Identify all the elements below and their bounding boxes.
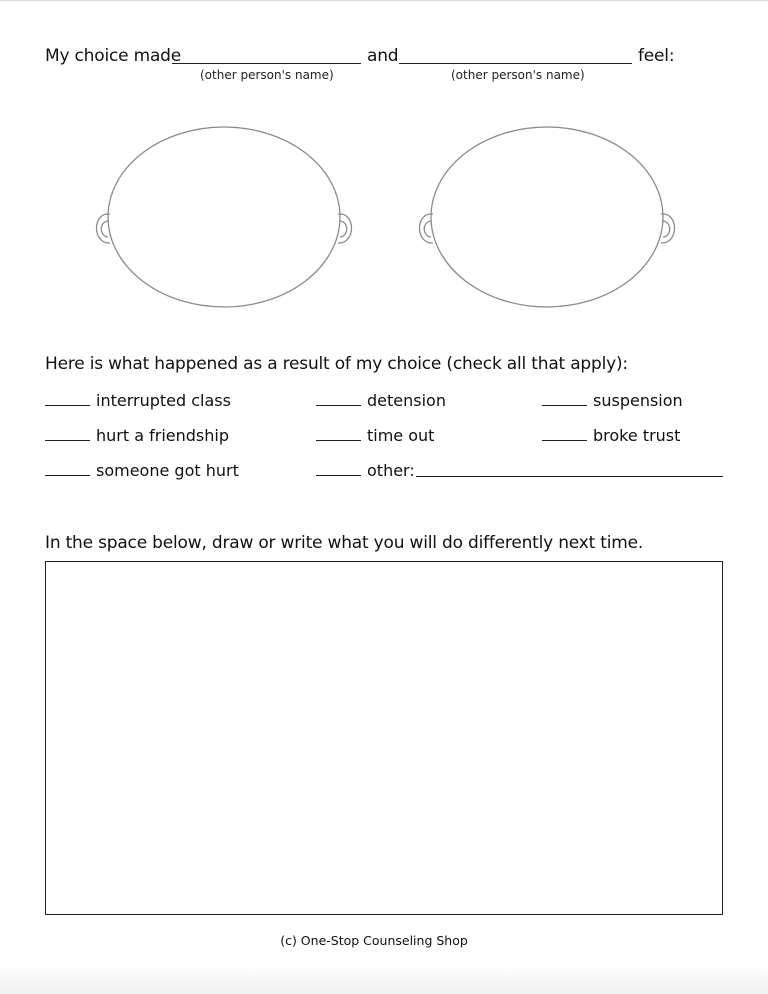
blank-face-icon[interactable] bbox=[97, 127, 352, 307]
option-interrupted-class[interactable] bbox=[45, 391, 231, 410]
option-label: detension bbox=[367, 391, 446, 410]
option-detension[interactable] bbox=[316, 391, 446, 410]
check-blank[interactable] bbox=[542, 439, 587, 441]
option-label: hurt a friendship bbox=[96, 426, 229, 445]
choice-middle: and bbox=[367, 46, 399, 66]
name-caption-2: (other person's name) bbox=[451, 68, 585, 82]
faces-area bbox=[0, 120, 768, 320]
check-blank[interactable] bbox=[316, 439, 361, 441]
option-suspension[interactable] bbox=[542, 391, 683, 410]
copyright-footer: (c) One-Stop Counseling Shop bbox=[280, 933, 468, 948]
option-label: time out bbox=[367, 426, 435, 445]
results-heading: Here is what happened as a result of my choice (check all that apply): bbox=[45, 354, 628, 374]
check-blank[interactable] bbox=[316, 474, 361, 476]
option-other[interactable] bbox=[316, 461, 415, 480]
option-someone-got-hurt[interactable] bbox=[45, 461, 239, 480]
option-label: someone got hurt bbox=[96, 461, 239, 480]
check-blank[interactable] bbox=[45, 474, 90, 476]
draw-write-box[interactable] bbox=[45, 561, 723, 915]
choice-suffix: feel: bbox=[638, 46, 675, 66]
option-label: other: bbox=[367, 461, 415, 480]
option-broke-trust[interactable] bbox=[542, 426, 680, 445]
check-blank[interactable] bbox=[45, 439, 90, 441]
choice-prefix: My choice made bbox=[45, 46, 182, 66]
option-time-out[interactable] bbox=[316, 426, 434, 445]
name-caption-1: (other person's name) bbox=[200, 68, 334, 82]
reflection-heading: In the space below, draw or write what you will do differently next time. bbox=[45, 533, 644, 553]
option-label: broke trust bbox=[593, 426, 681, 445]
option-hurt-a-friendship[interactable] bbox=[45, 426, 229, 445]
option-label: interrupted class bbox=[96, 391, 231, 410]
page-top-edge bbox=[0, 0, 768, 1]
check-blank[interactable] bbox=[542, 404, 587, 406]
name-blank-1[interactable] bbox=[172, 63, 361, 64]
blank-face-icon[interactable] bbox=[420, 127, 675, 307]
name-blank-2[interactable] bbox=[399, 63, 632, 64]
check-blank[interactable] bbox=[45, 404, 90, 406]
check-blank[interactable] bbox=[316, 404, 361, 406]
other-write-in-line[interactable] bbox=[416, 476, 723, 477]
page-bottom-edge bbox=[0, 964, 768, 994]
option-label: suspension bbox=[593, 391, 683, 410]
